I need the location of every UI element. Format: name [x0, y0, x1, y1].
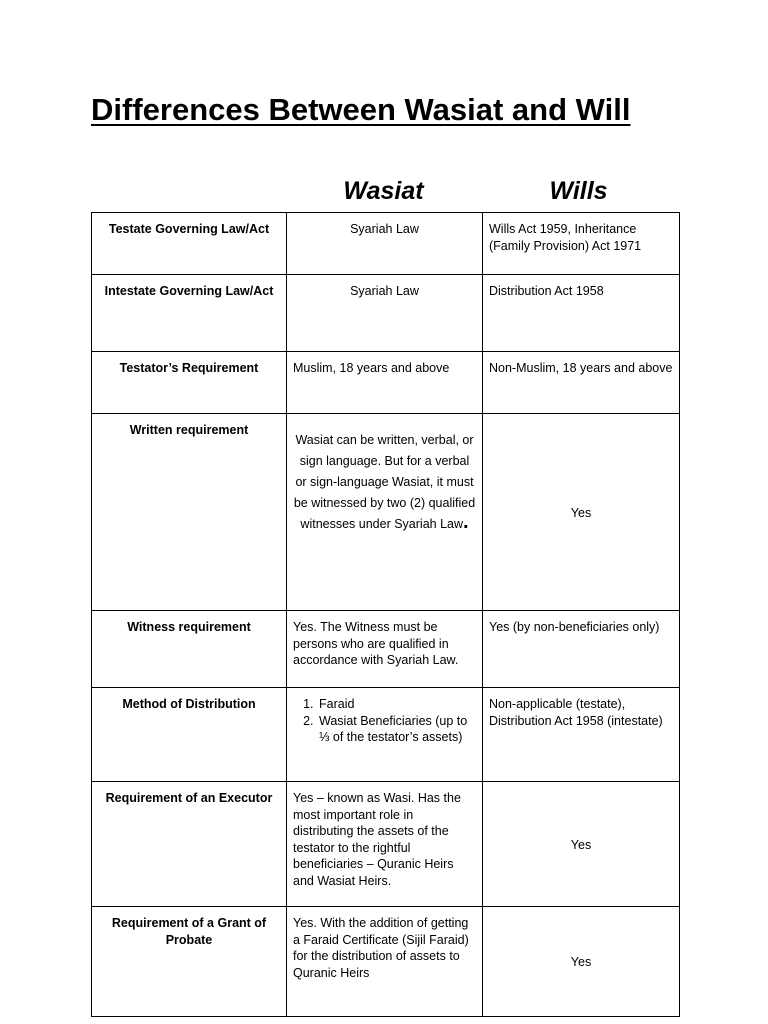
wills-cell: Yes — [483, 907, 680, 1017]
wills-cell: Non-Muslim, 18 years and above — [483, 352, 680, 414]
table-row — [92, 611, 680, 688]
list-item: 1. Faraid — [317, 696, 476, 713]
table-row — [92, 414, 680, 611]
wills-cell: Distribution Act 1958 — [483, 275, 680, 352]
wills-cell: Wills Act 1959, Inheritance (Family Provision) Act 1971 — [483, 213, 680, 275]
row-label: Testator’s Requirement — [92, 352, 287, 414]
wasiat-cell: Yes. The Witness must be persons who are qualified in accordance with Syariah Law. — [287, 611, 483, 688]
table-row — [92, 782, 680, 907]
row-label: Testate Governing Law/Act — [92, 213, 287, 275]
table-row — [92, 688, 680, 782]
wasiat-cell-period: . — [463, 511, 469, 533]
table-row — [92, 907, 680, 1017]
page-title: Differences Between Wasiat and Will — [91, 92, 631, 127]
column-header-wills: Wills — [549, 177, 608, 205]
row-label: Method of Distribution — [92, 688, 287, 782]
table-row — [92, 213, 680, 275]
wills-cell: Yes — [483, 414, 680, 611]
wasiat-cell: Syariah Law — [287, 213, 483, 275]
wasiat-cell-text: Wasiat can be written, verbal, or sign language. But for a verbal or sign-language Wasiat, it must be witnessed by two (2) qualified witnesses under Syariah Law — [293, 433, 476, 531]
wasiat-cell: Yes. With the addition of getting a Faraid Certificate (Sijil Faraid) for the distribution of assets to Quranic Heirs — [287, 907, 483, 1017]
column-header-wasiat: Wasiat — [343, 177, 424, 205]
wills-cell: Yes (by non-beneficiaries only) — [483, 611, 680, 688]
distribution-method-list — [293, 696, 476, 746]
list-item: 2. Wasiat Beneficiaries (up to ⅓ of the testator’s assets) — [317, 713, 476, 746]
row-label: Written requirement — [92, 414, 287, 611]
row-label: Requirement of a Grant of Probate — [92, 907, 287, 1017]
table-row — [92, 352, 680, 414]
table-row — [92, 275, 680, 352]
row-label: Requirement of an Executor — [92, 782, 287, 907]
row-label: Witness requirement — [92, 611, 287, 688]
wills-cell: Yes — [483, 782, 680, 907]
wasiat-cell — [287, 688, 483, 782]
wasiat-cell: Syariah Law — [287, 275, 483, 352]
wasiat-cell: Yes – known as Wasi. Has the most important role in distributing the assets of the testator to the rightful beneficiaries – Quranic Heirs and Wasiat Heirs. — [287, 782, 483, 907]
wasiat-cell — [287, 414, 483, 611]
wills-cell: Non-applicable (testate), Distribution Act 1958 (intestate) — [483, 688, 680, 782]
wasiat-cell: Muslim, 18 years and above — [287, 352, 483, 414]
comparison-table — [91, 212, 680, 1017]
row-label: Intestate Governing Law/Act — [92, 275, 287, 352]
